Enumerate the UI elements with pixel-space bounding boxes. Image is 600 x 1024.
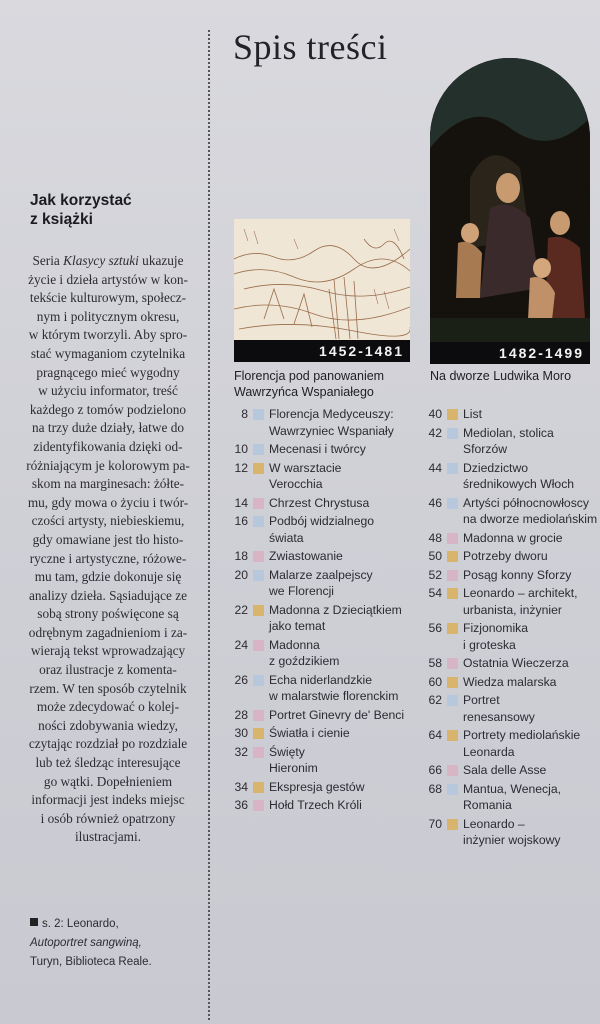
toc-entry-line: Wawrzyniec Wspaniały: [269, 423, 394, 438]
howto-body-line: pragnącego mieć wygodny: [36, 364, 180, 380]
toc-page-number: 8: [241, 407, 248, 421]
toc-entry-title: [269, 725, 350, 742]
howto-body-line: lub też śledząc interesujące: [35, 755, 181, 771]
section-color-swatch: [447, 784, 458, 795]
howto-body-line: czości artysty, niebieskiemu,: [31, 513, 185, 529]
howto-body-line: w którym tworzyli. Aby spro-: [28, 327, 188, 343]
toc-entry-title: [269, 779, 365, 796]
howto-body-line: czytając rozdział po rozdziale: [28, 736, 188, 752]
toc-entry-title: [463, 567, 571, 584]
section-color-swatch: [447, 588, 458, 599]
toc-entry-title: [463, 816, 561, 849]
howto-body-line: stać wymaganiom czytelnika: [30, 345, 186, 361]
caption-line: Autoportret sangwiną,: [30, 937, 142, 949]
landscape-sketch-image: [234, 219, 410, 341]
section-color-swatch: [253, 710, 264, 721]
image-caption: [30, 915, 205, 972]
toc-list-left: [226, 406, 426, 816]
section-color-swatch: [253, 728, 264, 739]
toc-entry-title: [463, 781, 561, 814]
toc-entry-line: Madonna w grocie: [463, 530, 563, 545]
toc-entry-title: [269, 707, 404, 724]
toc-entry[interactable]: [226, 441, 426, 458]
howto-body-line: wierają tekst wprowadzający: [30, 643, 186, 659]
toc-entry-title: [463, 655, 569, 672]
section-color-swatch: [447, 533, 458, 544]
toc-page-number: 36: [234, 798, 248, 812]
toc-entry-title: [463, 585, 578, 618]
howto-body-line: nym i politycznym okresu,: [36, 308, 180, 324]
section-color-swatch: [447, 463, 458, 474]
howto-body-line: sobą strony poświęcone są: [37, 606, 179, 622]
toc-entry-title: [269, 744, 318, 777]
toc-entry-line: Romania: [463, 798, 512, 812]
toc-entry-line: Mecenasi i twórcy: [269, 442, 366, 456]
howto-body-line: informacji jest indeks miejsc: [31, 792, 185, 808]
section-color-swatch: [253, 782, 264, 793]
howto-body-line: może zdecydować o kolej-: [36, 699, 180, 715]
toc-entry-title: [463, 762, 546, 779]
painting-drawing: [430, 58, 590, 342]
toc-page-number: 40: [428, 407, 442, 421]
toc-entry-line: Hołd Trzech Króli: [269, 798, 362, 812]
toc-entry[interactable]: [420, 727, 600, 760]
toc-entry-title: [269, 548, 343, 565]
toc-entry-line: renesansowy: [463, 709, 535, 724]
toc-entry-title: [463, 620, 528, 653]
toc-page-number: 44: [428, 460, 442, 475]
toc-entry-title: [269, 637, 339, 670]
toc-entry-title: [463, 548, 548, 565]
toc-page-number: 54: [428, 586, 442, 600]
howto-body-line: Seria Klasycy sztuki ukazuje: [32, 253, 184, 268]
section-heading-line: Wawrzyńca Wspaniałego: [234, 385, 374, 399]
toc-entry[interactable]: [420, 762, 600, 779]
toc-entry-title: [269, 460, 341, 493]
section-color-swatch: [253, 570, 264, 581]
section-color-swatch: [447, 677, 458, 688]
toc-entry-line: Florencja Medyceuszy:: [269, 407, 394, 421]
howto-body-line: oraz ilustracje z komenta-: [39, 662, 177, 678]
howto-body-line: odrębnym zagadnieniom i za-: [28, 624, 188, 640]
section-color-swatch: [253, 675, 264, 686]
howto-body-line: ryczne i artystyczne, różowe-: [29, 550, 187, 566]
toc-entry-line: świata: [269, 530, 304, 545]
howto-heading: [30, 191, 200, 229]
toc-page-number: 26: [234, 672, 248, 687]
toc-entry[interactable]: [420, 495, 600, 528]
toc-page-number: 48: [428, 530, 442, 545]
section-color-swatch: [253, 516, 264, 527]
toc-entry-line: z goździkiem: [269, 654, 340, 668]
landscape-sketch-drawing: [234, 219, 410, 341]
toc-entry-title: [269, 602, 402, 635]
toc-page-number: 24: [234, 637, 248, 652]
toc-entry[interactable]: [226, 637, 426, 670]
toc-entry[interactable]: [420, 781, 600, 814]
toc-entry[interactable]: [226, 744, 426, 777]
toc-page-number: 58: [428, 656, 442, 670]
toc-entry-line: inżynier wojskowy: [463, 833, 561, 847]
section-color-swatch: [253, 444, 264, 455]
toc-entry-line: Ostatnia Wieczerza: [463, 656, 569, 670]
howto-body-line: ilustracjami.: [74, 829, 142, 845]
toc-entry-line: w malarstwie florenckim: [269, 689, 399, 703]
caption-line: s. 2: Leonardo,: [42, 918, 119, 930]
toc-page-number: 64: [428, 728, 442, 742]
toc-page-number: 60: [428, 674, 442, 689]
toc-entry-line: Wiedza malarska: [463, 674, 557, 689]
toc-entry[interactable]: [420, 655, 600, 672]
toc-entry-line: Dziedzictwo: [463, 460, 529, 475]
section-heading-left: [234, 368, 424, 400]
toc-page-number: 10: [234, 442, 248, 456]
toc-entry-line: Chrzest Chrystusa: [269, 495, 370, 510]
toc-entry-title: [463, 692, 535, 725]
toc-entry-line: Portret Ginevry de' Benci: [269, 707, 405, 722]
toc-page-number: 66: [428, 763, 442, 777]
section-color-swatch: [447, 695, 458, 706]
howto-heading-line: Jak korzystać: [30, 192, 132, 209]
toc-entry-title: [463, 425, 554, 458]
howto-body-line: różniającym je kolorowym pa-: [26, 457, 190, 473]
toc-page-number: 14: [234, 495, 248, 510]
toc-page-number: 68: [428, 781, 442, 796]
toc-entry-line: Mantua, Wenecja,: [463, 781, 562, 796]
section-color-swatch: [447, 765, 458, 776]
toc-entry-title: [269, 672, 398, 705]
section-heading-line: Florencja pod panowaniem: [234, 369, 385, 383]
toc-entry-line: W warsztacie: [269, 460, 342, 475]
howto-body-line: ności zdobywania wiedzy,: [38, 717, 178, 733]
toc-entry-line: Sala delle Asse: [463, 763, 547, 777]
toc-page-number: 42: [428, 425, 442, 440]
toc-entry-line: Portret: [463, 693, 500, 707]
toc-entry[interactable]: [420, 692, 600, 725]
toc-entry[interactable]: [420, 816, 600, 849]
toc-entry[interactable]: [226, 495, 426, 512]
toc-page-number: 46: [428, 495, 442, 510]
howto-body-line: rzem. W ten sposób czytelnik: [29, 680, 187, 696]
toc-entry-line: Leonarda: [463, 744, 515, 759]
toc-entry-line: Leonardo – architekt,: [463, 586, 578, 600]
toc-page-number: 30: [234, 726, 248, 740]
section-color-swatch: [447, 551, 458, 562]
toc-page-number: 22: [234, 602, 248, 617]
caption-square-icon: [30, 918, 38, 926]
toc-entry[interactable]: [226, 707, 426, 724]
toc-entry-title: [269, 441, 366, 458]
toc-entry-line: Podbój widzialnego: [269, 514, 375, 528]
toc-entry-title: [463, 406, 482, 423]
toc-entry-line: Sforzów: [463, 442, 508, 456]
howto-body-line: analizy dzieła. Sąsiadujące ze: [29, 587, 187, 603]
section-color-swatch: [447, 428, 458, 439]
howto-body-line: każdego z tomów podzielono: [29, 401, 187, 417]
toc-entry-line: Portrety mediolańskie: [463, 728, 581, 742]
caption-line: Turyn, Biblioteca Reale.: [30, 956, 152, 968]
toc-entry-line: Posąg konny Sforzy: [463, 567, 572, 582]
toc-entry-line: Madonna z Dzieciątkiem: [269, 602, 402, 617]
toc-entry-line: we Florencji: [269, 584, 335, 598]
toc-entry-line: Echa niderlandzkie: [269, 672, 372, 687]
section-color-swatch: [253, 640, 264, 651]
toc-entry-line: urbanista, inżynier: [463, 602, 562, 617]
toc-entry[interactable]: [420, 548, 600, 565]
howto-body-line: gdy omawiane jest tło histo-: [32, 531, 184, 547]
toc-entry-line: Leonardo –: [463, 816, 525, 831]
howto-body-line: i osób również opatrzony: [40, 810, 176, 826]
howto-heading-line: z książki: [30, 211, 93, 228]
toc-entry-line: Verocchia: [269, 477, 323, 491]
toc-entry[interactable]: [226, 672, 426, 705]
toc-entry[interactable]: [420, 425, 600, 458]
section-color-swatch: [253, 605, 264, 616]
toc-page-number: 20: [234, 567, 248, 582]
howto-body-text: [18, 252, 198, 847]
toc-page-number: 32: [234, 744, 248, 759]
toc-entry-title: [463, 727, 580, 760]
toc-entry[interactable]: [420, 585, 600, 618]
toc-entry-line: Zwiastowanie: [269, 549, 343, 563]
toc-page-number: 18: [234, 549, 248, 563]
page-title: Spis treści: [233, 27, 388, 67]
howto-body-line: w użyciu informator, treść: [38, 383, 178, 399]
toc-entry-title: [463, 495, 597, 528]
section-color-swatch: [447, 570, 458, 581]
toc-page-number: 52: [428, 567, 442, 582]
toc-entry-title: [463, 674, 556, 691]
period-dates-left: 1452-1481: [234, 340, 410, 362]
toc-entry[interactable]: [226, 548, 426, 565]
toc-entry-line: Artyści północnowłoscy: [463, 495, 589, 510]
section-color-swatch: [447, 409, 458, 420]
section-heading-line: Na dworze Ludwika Moro: [430, 369, 572, 383]
toc-entry-title: [269, 495, 369, 512]
toc-entry-line: List: [463, 407, 482, 421]
toc-list-right: [420, 406, 600, 851]
toc-entry[interactable]: [226, 779, 426, 796]
toc-page-number: 50: [428, 549, 442, 563]
toc-entry[interactable]: [226, 513, 426, 546]
toc-entry[interactable]: [420, 674, 600, 691]
toc-entry-line: Madonna: [269, 637, 320, 652]
section-color-swatch: [447, 819, 458, 830]
virgin-of-the-rocks-image: [430, 58, 590, 342]
toc-entry[interactable]: [226, 567, 426, 600]
toc-entry-title: [463, 530, 563, 547]
toc-entry[interactable]: [420, 530, 600, 547]
toc-entry-title: [269, 513, 374, 546]
toc-entry-line: Fizjonomika: [463, 621, 529, 635]
period-dates-right: 1482-1499: [430, 342, 590, 364]
section-color-swatch: [253, 551, 264, 562]
toc-entry[interactable]: [420, 460, 600, 493]
section-color-swatch: [447, 730, 458, 741]
section-heading-right: [430, 368, 600, 384]
howto-body-line: tekście kulturowym, społecz-: [29, 290, 187, 306]
section-color-swatch: [447, 498, 458, 509]
howto-body-line: mu tam, gdzie dokonuje się: [34, 569, 182, 585]
toc-page-number: 62: [428, 693, 442, 707]
section-color-swatch: [253, 463, 264, 474]
toc-entry-line: Malarze zaalpejscy: [269, 567, 373, 582]
toc-page-number: 56: [428, 621, 442, 635]
toc-entry-line: średnikowych Włoch: [463, 477, 575, 491]
toc-entry[interactable]: [420, 567, 600, 584]
toc-entry-line: Hieronim: [269, 761, 318, 775]
section-color-swatch: [253, 800, 264, 811]
toc-entry-line: i groteska: [463, 637, 516, 652]
toc-entry-line: Potrzeby dworu: [463, 549, 548, 563]
howto-body-line: zidentyfikowania dzięki od-: [33, 438, 183, 454]
toc-entry-line: Mediolan, stolica: [463, 425, 554, 440]
toc-page-number: 16: [234, 514, 248, 528]
section-color-swatch: [253, 498, 264, 509]
toc-entry[interactable]: [420, 620, 600, 653]
howto-body-line: mu, gdy mowa o życiu i twór-: [27, 494, 189, 510]
toc-entry[interactable]: [226, 797, 426, 814]
toc-entry[interactable]: [226, 725, 426, 742]
toc-entry-title: [463, 460, 574, 493]
howto-body-line: życie i dzieła artystów w kon-: [28, 271, 188, 287]
toc-page-number: 12: [234, 460, 248, 475]
howto-body-line: go wątki. Dopełnieniem: [43, 773, 173, 789]
toc-entry-line: Ekspresja gestów: [269, 779, 365, 794]
toc-page-number: 28: [234, 707, 248, 722]
toc-entry-title: [269, 567, 373, 600]
dotted-divider: [208, 30, 210, 1020]
section-color-swatch: [447, 623, 458, 634]
howto-body-line: na trzy duże działy, łatwe do: [32, 420, 184, 436]
toc-entry-title: [269, 797, 362, 814]
section-color-swatch: [253, 747, 264, 758]
section-color-swatch: [253, 409, 264, 420]
toc-entry[interactable]: [226, 460, 426, 493]
toc-entry[interactable]: [226, 406, 426, 439]
toc-entry[interactable]: [226, 602, 426, 635]
howto-body-line: skom na marginesach: żółte-: [31, 476, 185, 492]
toc-entry-line: Święty: [269, 744, 305, 759]
toc-entry-title: [269, 406, 394, 439]
toc-page-number: 70: [428, 816, 442, 831]
toc-entry[interactable]: [420, 406, 600, 423]
section-color-swatch: [447, 658, 458, 669]
toc-entry-line: jako temat: [269, 619, 326, 633]
toc-entry-line: Światła i cienie: [269, 726, 350, 740]
toc-page-number: 34: [234, 779, 248, 794]
toc-entry-line: na dworze mediolańskim: [463, 512, 598, 526]
